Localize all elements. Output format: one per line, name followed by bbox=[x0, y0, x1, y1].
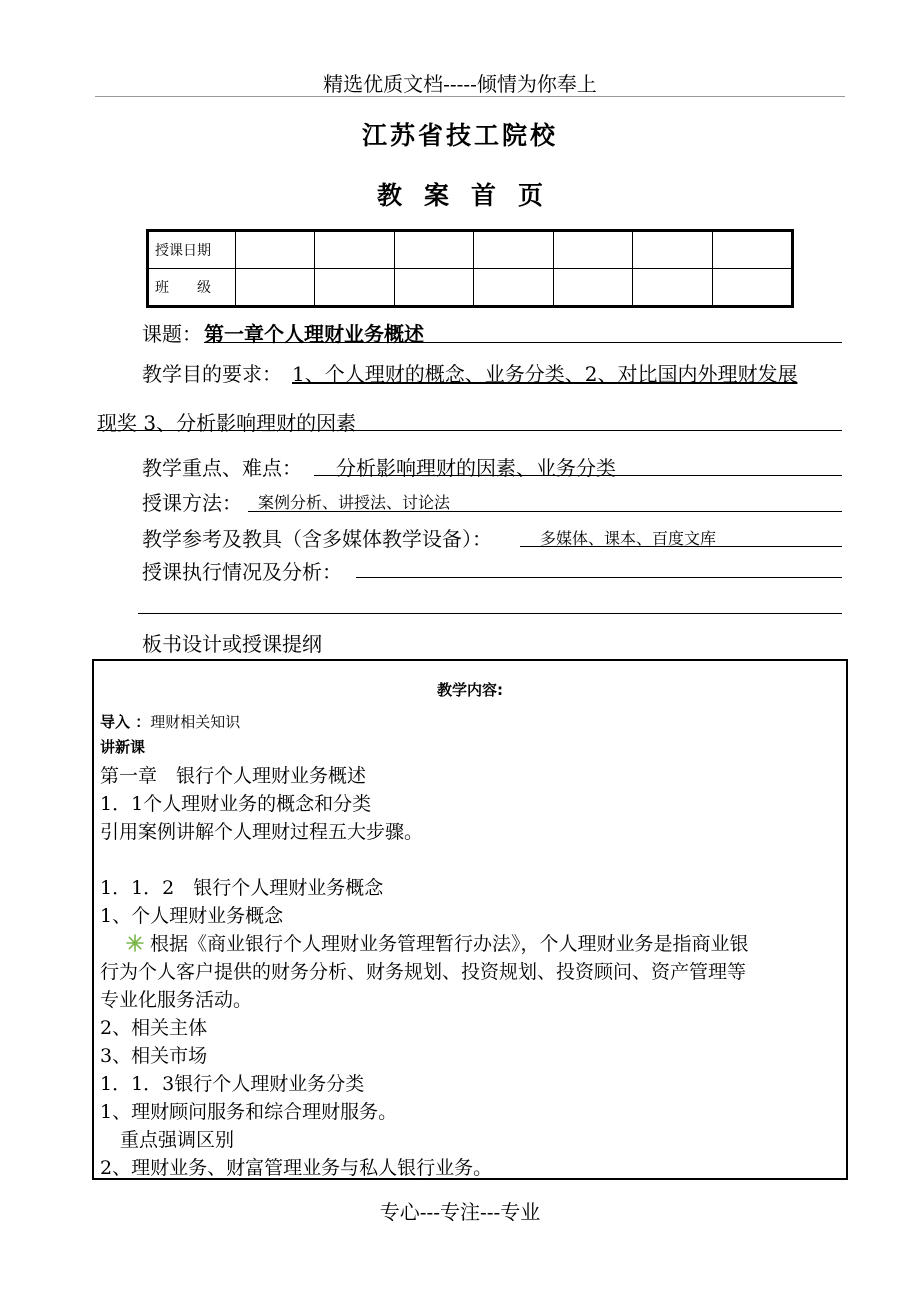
intro-label: 导入 ： bbox=[100, 713, 151, 731]
references-value: 多媒体、课本、百度文库 bbox=[540, 529, 717, 548]
schedule-cell[interactable] bbox=[394, 269, 473, 306]
schedule-cell[interactable] bbox=[553, 232, 632, 269]
page-footer: 专心---专注---专业 bbox=[379, 1200, 541, 1224]
school-title: 江苏省技工院校 bbox=[361, 121, 558, 150]
content-line: 3、相关市场 bbox=[100, 1045, 208, 1067]
execution-underline[interactable] bbox=[356, 577, 842, 578]
schedule-cell[interactable] bbox=[236, 232, 315, 269]
sparkle-icon bbox=[126, 934, 144, 952]
schedule-cell[interactable] bbox=[474, 232, 553, 269]
schedule-row-date bbox=[149, 232, 792, 269]
content-box bbox=[92, 659, 848, 1180]
method-underline bbox=[248, 511, 842, 512]
schedule-cell[interactable] bbox=[553, 269, 632, 306]
keypoints-label: 教学重点、难点： bbox=[142, 456, 302, 480]
content-line: 2、相关主体 bbox=[100, 1017, 208, 1039]
keypoints-underline bbox=[314, 475, 842, 476]
page-title: 教案首页 bbox=[376, 181, 565, 210]
schedule-cell[interactable] bbox=[394, 232, 473, 269]
schedule-cell[interactable] bbox=[315, 232, 394, 269]
content-heading: 教学内容: bbox=[437, 681, 503, 699]
topic-underline bbox=[204, 342, 842, 343]
content-bullet-line bbox=[126, 929, 749, 956]
topic-value: 第一章个人理财业务概述 bbox=[204, 322, 424, 346]
schedule-cell[interactable] bbox=[474, 269, 553, 306]
references-label: 教学参考及教具（含多媒体教学设备）： bbox=[142, 527, 492, 551]
content-line: 行为个人客户提供的财务分析、财务规划、投资规划、投资顾问、资产管理等 bbox=[100, 961, 747, 983]
board-label: 板书设计或授课提纲 bbox=[142, 632, 322, 656]
content-line: 1．1．3银行个人理财业务分类 bbox=[100, 1073, 365, 1095]
content-line: 1．1．2 银行个人理财业务概念 bbox=[100, 877, 384, 899]
schedule-date-label: 授课日期 bbox=[149, 232, 236, 269]
content-line: 引用案例讲解个人理财过程五大步骤。 bbox=[100, 821, 424, 843]
schedule-table bbox=[146, 229, 794, 308]
content-line: 根据《商业银行个人理财业务管理暂行办法》，个人理财业务是指商业银 bbox=[150, 933, 749, 955]
execution-label: 授课执行情况及分析： bbox=[142, 560, 342, 584]
schedule-cell[interactable] bbox=[712, 232, 791, 269]
schedule-cell[interactable] bbox=[315, 269, 394, 306]
schedule-cell[interactable] bbox=[633, 269, 712, 306]
topic-label: 课题： bbox=[142, 322, 202, 346]
content-line: 2、理财业务、财富管理业务与私人银行业务。 bbox=[100, 1157, 493, 1179]
intro-value: 理财相关知识 bbox=[150, 713, 241, 731]
content-line: 重点强调区别 bbox=[120, 1129, 235, 1151]
keypoints-value: 分析影响理财的因素、业务分类 bbox=[336, 456, 616, 480]
content-line: 1．1个人理财业务的概念和分类 bbox=[100, 793, 372, 815]
content-line: 专业化服务活动。 bbox=[100, 989, 253, 1011]
objectives-value-line1: 1、个人理财的概念、业务分类、2、对比国内外理财发展 bbox=[292, 362, 798, 386]
intro-line bbox=[100, 711, 240, 732]
schedule-cell[interactable] bbox=[633, 232, 712, 269]
method-value: 案例分析、讲授法、讨论法 bbox=[258, 493, 451, 512]
page-header: 精选优质文档-----倾情为你奉上 bbox=[323, 72, 597, 96]
objectives-underline bbox=[97, 430, 842, 431]
references-underline bbox=[520, 546, 842, 547]
execution-underline-2[interactable] bbox=[138, 613, 842, 614]
schedule-class-label: 班 级 bbox=[149, 269, 236, 306]
content-line: 1、理财顾问服务和综合理财服务。 bbox=[100, 1101, 398, 1123]
content-line: 1、个人理财业务概念 bbox=[100, 905, 284, 927]
header-divider bbox=[95, 96, 845, 97]
objectives-label: 教学目的要求： bbox=[142, 362, 282, 386]
schedule-cell[interactable] bbox=[712, 269, 791, 306]
method-label: 授课方法： bbox=[142, 491, 242, 515]
new-lesson-label: 讲新课 bbox=[100, 738, 146, 756]
content-line: 第一章 银行个人理财业务概述 bbox=[100, 765, 367, 787]
schedule-cell[interactable] bbox=[236, 269, 315, 306]
objectives-value-line2: 现奖 3、分析影响理财的因素 bbox=[97, 411, 357, 435]
schedule-row-class bbox=[149, 269, 792, 306]
